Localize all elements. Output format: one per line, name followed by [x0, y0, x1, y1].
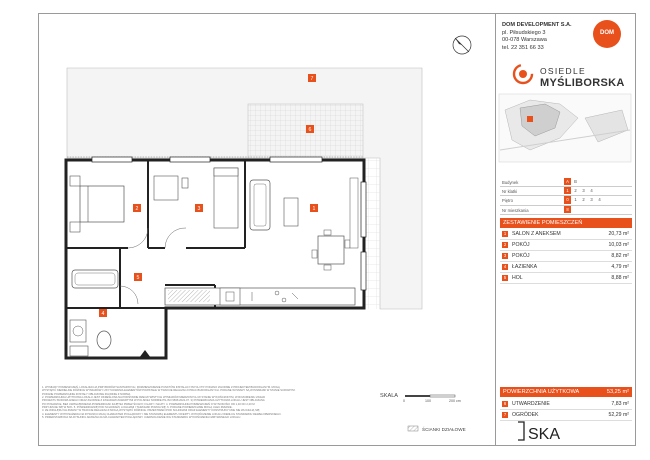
room-label-5: 5: [136, 275, 140, 281]
room-name: HOL: [512, 275, 523, 281]
coffee-table: [284, 198, 298, 226]
room-label-6: 6: [308, 127, 312, 133]
room-number: 6: [503, 401, 507, 406]
wall-legend-label: ŚCIANKI DZIAŁOWE: [422, 427, 466, 432]
brand-big: MYŚLIBORSKA: [540, 77, 625, 89]
floor-table-cell: 0: [564, 196, 571, 203]
note-line: PROJEKTU BUDOWLANEGO ORAZ ZGODNIE Z ZASADAMI ZAWARTYMI W POLSKIEJ NORMIE PN-ISO 9836:2022-07. 3) POWIERZCHNIA UŻYTKOWA LOKALU JEST OBLICZANA: [42, 399, 265, 403]
room-name: ŁAZIENKA: [512, 264, 538, 270]
floor-table-cell: 2: [574, 188, 577, 194]
floor-table-label: Piętro: [502, 198, 513, 204]
desk: [154, 176, 178, 200]
brand-small: OSIEDLE: [540, 66, 586, 76]
room-number: 4: [503, 264, 507, 269]
note-line: 2. POWIERZCHNIA UŻYTKOWA LOKALU JEST OKREŚLONA NA PODSTAWIE RZECZYWISTYCH WYMIARÓW MIERZONYCH W STANIE WYKOŃCZONYM, W ROZUMIENIU ZASAD: [42, 396, 266, 400]
room-number: 3: [503, 253, 507, 258]
room-area: 8,88 m²: [611, 275, 629, 281]
note-line: 5. PRZEDSTAWIONA NA RYSUNKU ARANŻACJA MA CHARAKTER POGLĄDOWY. UJEDNOLICENIE WG STANDARDU WYKOŃCZENIA NABYWANEGO LOKALU.: [42, 416, 242, 420]
room-name: SALON Z ANEKSEM: [512, 231, 561, 237]
room-number: 1: [503, 231, 507, 236]
scale-tick-2: 200 cm: [449, 399, 461, 403]
terrace-area: [248, 104, 363, 160]
floor-table-cell: 4: [598, 197, 601, 203]
company-street: pl. Piłsudskiego 3: [502, 29, 546, 36]
floor-table-cell: 1: [564, 187, 571, 194]
room-area: 4,79 m²: [611, 264, 629, 270]
svg-text:SKA: SKA: [528, 426, 561, 443]
room-name: OGRÓDEK: [512, 412, 539, 418]
room-name: POKÓJ: [512, 253, 530, 259]
floor-table-cell: B: [574, 179, 577, 184]
room-label-7: 7: [310, 76, 314, 82]
room-row: [500, 410, 632, 421]
room-name: POKÓJ: [512, 242, 530, 248]
company-phone: tel. 22 351 66 33: [502, 44, 544, 51]
company-info: [502, 22, 572, 52]
info-sidebar: [495, 13, 636, 446]
floor-table-row: [500, 196, 632, 205]
bed-small: [214, 168, 238, 228]
company-city: 00-078 Warszawa: [502, 37, 547, 43]
room-number: 7: [503, 412, 507, 417]
usable-area-value: 53,25 m²: [606, 389, 629, 395]
note-line: WYSTĄPIĆ NIEWIELKIE RÓŻNICE WYMIARÓW I USYTUOWANIA ELEMENTÓW POWSTAŁE W TRAKCIE REALIZACJI PRAC BUDOWLANYCH. PODANE WYMIARY SĄ WYMIARAMI W STANIE SUROWYM.: [42, 389, 296, 393]
dining-table: [318, 236, 344, 264]
room-row: [500, 251, 632, 262]
floor-table-row: [500, 187, 632, 196]
room-row: [500, 262, 632, 273]
floor-table-label: Budynek: [502, 180, 519, 185]
rooms-header: ZESTAWIENIE POMIESZCZEŃ: [500, 218, 632, 228]
usable-area-header: POWIERZCHNIA UŻYTKOWA 53,25 m²: [500, 387, 632, 397]
floor-table-row: [500, 206, 632, 215]
floor-table-label: Nr mieszkania: [502, 207, 529, 213]
notes: [42, 386, 377, 419]
floor-table-cell: 8: [564, 206, 571, 213]
floor-table-row: [500, 178, 632, 187]
note-line: 1. WYMIARY POMIESZCZEŃ, LOKALIZACJA PRZYBORÓW SANITARNYCH, ROZMIESZCZENIE PUNKTÓW INSTALACYJNYCH ITP. PODANO ZGODNIE Z PROJEKTEM BUDOWLANYM. MOGĄ: [42, 386, 280, 389]
room-area: 8,82 m²: [611, 253, 629, 259]
dom-logo: DOM: [593, 20, 621, 48]
room-label-1: 1: [312, 206, 316, 212]
room-row: [500, 240, 632, 251]
note-line: PO POSADZCE, BEZ UWZGLĘDNIENIA POWIERZCHNI ZAJĘTEJ PRZEZ ŚCIANY, FILARY I SŁUPY. 4. POWIERZCHNIA POMIESZCZEŃ O WYSOKOŚCI OD 1,40 DO 2,20 M: [42, 402, 255, 406]
floor-table-cell: 4: [590, 188, 593, 194]
floor-table-cell: 1: [574, 197, 577, 203]
wall-cabinet: [350, 178, 358, 248]
room-label-3: 3: [197, 206, 201, 212]
wall-legend-swatch: [408, 426, 418, 431]
floor-table-label: Nr klatki: [502, 189, 518, 195]
note-line: 4. ELEMENTY WYPOSAŻENIA NA RYSUNKU MAJĄ CHARAKTER POGLĄDOWY I NIE STANOWIĄ ELEMENTU OFERTY. WYKOŃCZENIE LOKALU WEDŁUG STANDARDU DEWELOPERSKIEGO.: [42, 412, 282, 416]
note-line: PODANE POWIERZCHNIE ZOSTAŁY OBLICZONE ZGODNIE Z NORMĄ.: [42, 392, 131, 396]
scale-tick-1: 100: [425, 399, 431, 403]
company-name: DOM DEVELOPMENT S.A.: [502, 22, 572, 28]
outdoor-list: [500, 399, 632, 421]
note-line: PRZYJMUJE SIĘ W 50%. 5. POWIERZCHNIĘ POD SCHODAMI, LOGGIAMI I TARASAMI POMIJA SIĘ. 6. PODANE POWIERZCHNIE MOGĄ ULEC ZMIANIE.: [42, 406, 233, 410]
room-area: 20,73 m²: [608, 231, 629, 237]
room-number: 5: [503, 275, 507, 280]
bed: [80, 186, 124, 222]
room-area: 7,83 m²: [611, 401, 629, 407]
scale-bar: [405, 395, 455, 397]
room-number: 2: [503, 242, 507, 247]
room-name: UTWARDZENIE: [512, 401, 550, 407]
washing-machine: [70, 320, 86, 342]
floor-table-cell: A: [564, 178, 571, 185]
room-row: [500, 399, 632, 410]
room-area: 52,29 m²: [608, 412, 629, 418]
floor-table: [500, 178, 632, 215]
bathtub: [72, 270, 118, 288]
rooms-list: [500, 229, 632, 284]
floor-table-cell: 3: [590, 197, 593, 203]
room-row: [500, 229, 632, 240]
room-row: [500, 273, 632, 284]
room-area: 10,03 m²: [608, 242, 629, 248]
scale-tick-0: 0: [403, 399, 405, 403]
toilet: [97, 331, 111, 349]
room-label-2: 2: [135, 206, 139, 212]
room-label-4: 4: [101, 311, 105, 317]
north-arrow-icon: [453, 36, 471, 54]
floor-table-cell: 2: [582, 197, 585, 203]
note-line: 3. ZE WZGLĘDU NA ZMIANY W TRAKCIE REALIZACJI MOGĄ WYSTĄPIĆ RÓŻNICE. PRZESTRZEŃ POD SCHODAMI ORAZ ELEMENTY KONSTRUKCYJNE NIE WLICZAJĄ SIĘ.: [42, 409, 261, 413]
floor-table-cell: 3: [582, 188, 585, 194]
scale-label: SKALA: [380, 393, 399, 399]
